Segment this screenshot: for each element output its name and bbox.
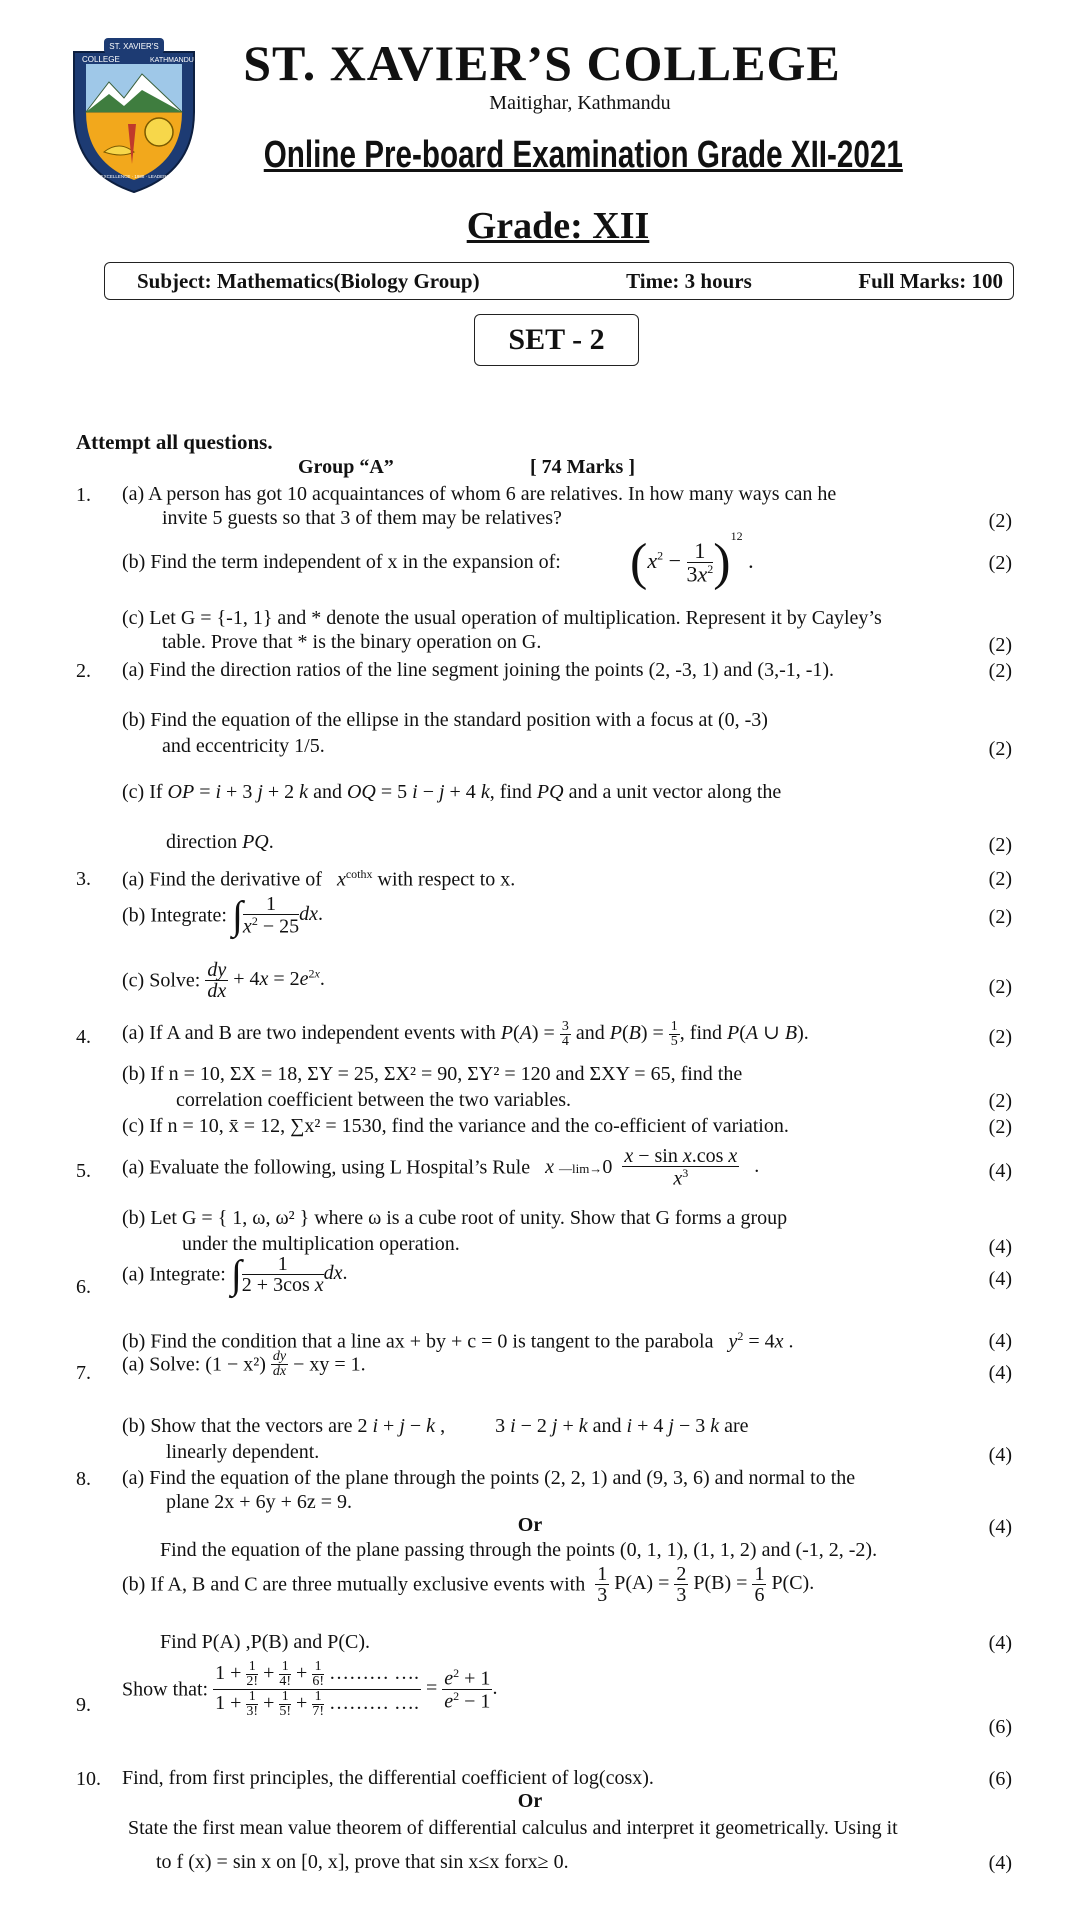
q2c-find: , find [489,781,532,803]
logo-top-text: ST. XAVIER'S [109,42,159,51]
question-number: 7. [76,1362,91,1384]
q3c-text: (c) Solve: [122,969,201,992]
group-marks: [ 74 Marks ] [530,456,635,478]
q7b-line2: linearly dependent. [166,1441,320,1463]
q5b-line2: under the multiplication operation. [182,1233,460,1255]
question-number: 2. [76,660,91,682]
q7b-are: are [724,1415,749,1437]
q8-or: Or [517,1514,543,1536]
q9-text: Show that: [122,1678,209,1701]
q5a-marks: (4) [988,1160,1012,1182]
college-name: ST. XAVIER’S COLLEGE [243,35,841,91]
q2c-direction: direction [166,831,238,853]
q3a-line: (a) Find the derivative of $x^{cothx}$ with respect to x. [122,867,516,891]
question-number: 4. [76,1026,91,1048]
q3b-text: (b) Integrate: [122,904,227,927]
question-number: 3. [76,868,91,890]
q6a-line: (a) Integrate: ∫ $\frac{1}{\text{2 + 3cos x}}$ dx. [122,1251,348,1297]
q2c-marks: (2) [988,834,1012,856]
q2b-line2: and eccentricity 1/5. [162,735,325,757]
q1c-marks: (2) [988,634,1012,656]
q3c-marks: (2) [988,976,1012,998]
q6b-text: (b) Find the condition that a line ax + by + c = 0 is tangent to the parabola [122,1330,714,1353]
set-badge: SET - 2 [474,314,639,366]
q5b-marks: (4) [988,1236,1012,1258]
q10-or: Or [517,1790,543,1812]
q8a-marks: (4) [988,1516,1012,1538]
q6a-marks: (4) [988,1268,1012,1290]
question-number: 9. [76,1694,91,1716]
q3a-marks: (2) [988,868,1012,890]
logo-left-text: COLLEGE [82,55,120,64]
q7b-line1: (b) Show that the vectors are 2 i + j − k , 3 i − 2 j + k and i + 4 j − 3 k are [122,1415,749,1437]
q8b-marks: (4) [988,1632,1012,1654]
q1c-line1: (c) Let G = {-1, 1} and * denote the usual operation of multiplication. Represent it by Cayley’s [122,607,882,629]
q5b-line1: (b) Let G = { 1, ω, ω² } where ω is a cube root of unity. Show that G forms a group [122,1207,788,1229]
question-number: 1. [76,484,91,506]
q2c-end: and a unit vector along the [568,781,782,803]
q3b-line: (b) Integrate: ∫ $\frac{1}{x^2 - 25}$ dx. [122,892,323,938]
q4a-prefix: (a) If A and B are two independent events with [122,1022,496,1045]
q6b-line: (b) Find the condition that a line ax + by + c = 0 is tangent to the parabola $y^2 = 4x$ . [122,1329,794,1353]
time-label: Time: 3 hours [626,268,752,293]
q5a-text: (a) Evaluate the following, using L Hospital’s Rule [122,1156,531,1179]
q9-marks: (6) [988,1716,1012,1738]
q2c-and: and [313,781,342,803]
q8a-alt: Find the equation of the plane passing through the points (0, 1, 1), (1, 1, 2) and (-1, 2, -2). [160,1539,878,1561]
q10-text: Find, from first principles, the differential coefficient of log(cosx). [122,1767,654,1789]
q4a-find: , find [679,1022,723,1045]
q1b-expression: ($x^2$ − $\frac{1}{3x^2}$ )$^{12}$ . [630,529,754,591]
q9-line: Show that: 1 + $\frac{1}{2!}$ + $\frac{1}{4!}$ + $\frac{1}{6!}$ ……… …. 1 + $\frac{1}{3!}$ + $\frac{1}{5!}$ + $\frac{1}{7!}$ ……… …. = $\frac{e^2 + 1}{e^2 - 1}$ . [122,1659,498,1719]
group-label: Group “A” [298,456,394,478]
q3c-line: (c) Solve: $\frac{dy}{dx}$ + $4x = 2e^{2x}$. [122,959,325,1002]
q1a-line2: invite 5 guests so that 3 of them may be relatives? [162,507,562,529]
q2a-text: (a) Find the direction ratios of the line segment joining the points (2, -3, 1) and (3,-1, -1). [122,659,835,681]
q10-alt-line2: to f (x) = sin x on [0, x], prove that sin x≤x forx≥ 0. [156,1851,569,1873]
q3b-marks: (2) [988,906,1012,928]
q10-alt-line1: State the first mean value theorem of differential calculus and interpret it geometrically. Using it [128,1817,898,1839]
q2b-line1: (b) Find the equation of the ellipse in the standard position with a focus at (0, -3) [122,709,768,731]
instructions: Attempt all questions. [76,430,273,454]
q1a-line1: (a) A person has got 10 acquaintances of whom 6 are relatives. In how many ways can he [122,483,837,505]
q7b-and: and [592,1415,622,1437]
q4c-marks: (2) [988,1116,1012,1138]
q4b-line1: (b) If n = 10, ΣX = 18, ΣY = 25, ΣX² = 90, ΣY² = 120 and ΣXY = 65, find the [122,1063,743,1085]
q7a-marks: (4) [988,1362,1012,1384]
q8a-line1: (a) Find the equation of the plane through the points (2, 2, 1) and (9, 3, 6) and normal to the [122,1467,856,1489]
q4b-line2: correlation coefficient between the two variables. [176,1089,572,1111]
exam-info-box [104,262,1014,300]
q6b-marks: (4) [988,1330,1012,1352]
q8b-prefix: (b) If A, B and C are three mutually exclusive events with [122,1573,586,1596]
q10-alt-marks: (4) [988,1852,1012,1874]
q6a-text: (a) Integrate: [122,1263,226,1286]
q4a-and: and [575,1022,605,1045]
full-marks-label: Full Marks: 100 [858,268,1003,293]
college-location: Maitighar, Kathmandu [489,92,671,114]
q3a-end: with respect to x. [377,868,516,891]
question-number: 10. [76,1768,101,1790]
logo-right-text: KATHMANDU [150,57,194,64]
exam-title: Online Pre-board Examination Grade XII-2021 [263,134,903,176]
q4a-line: (a) If A and B are two independent events with P(A) = $\frac{3}{4}$ and P(B) = $\frac{1}{5}$ , find P(A ∪ B). [122,1019,809,1049]
q7a-end: − xy = 1. [293,1353,366,1376]
q2c-line1: (c) If OP = i + 3 j + 2 k and OQ = 5 i − j + 4 k, find PQ and a unit vector along the [122,781,782,803]
q1a-marks: (2) [988,510,1012,532]
q8b-line1: (b) If A, B and C are three mutually exclusive events with $\frac{1}{3}$ P(A) = $\frac{2}{3}$ P(B) = $\frac{1}{6}$ P(C). [122,1563,815,1606]
q8a-line2: plane 2x + 6y + 6z = 9. [166,1491,353,1513]
q2c-prefix: (c) If [122,781,163,803]
question-number: 8. [76,1468,91,1490]
q10-marks: (6) [988,1768,1012,1790]
q2a-marks: (2) [988,660,1012,682]
q4a-marks: (2) [988,1026,1012,1048]
question-number: 6. [76,1276,91,1298]
q1c-line2: table. Prove that * is the binary operation on G. [162,631,542,653]
logo-bottom-text: TRADITION OF EXCELLENCE · 1988 · LEADERSHIP · SERVICE [67,174,201,179]
q1b-marks: (2) [988,552,1012,574]
q7a-line: (a) Solve: (1 − x²) $\frac{dy}{dx}$ − xy = 1. [122,1349,366,1379]
q1b-text: (b) Find the term independent of x in the expansion of: [122,551,561,573]
question-number: 5. [76,1160,91,1182]
q7a-text: (a) Solve: (1 − x²) [122,1353,266,1376]
q2b-marks: (2) [988,738,1012,760]
grade-heading: Grade: XII [466,205,650,247]
q3a-text: (a) Find the derivative of [122,868,322,891]
q4b-marks: (2) [988,1090,1012,1112]
subject-label: Subject: Mathematics(Biology Group) [137,268,480,293]
q7b-prefix: (b) Show that the vectors are [122,1415,353,1437]
q4c-text: (c) If n = 10, x̄ = 12, ∑x² = 1530, find the variance and the co-efficient of variation. [122,1115,789,1137]
q2c-line2: direction PQ. [166,831,274,853]
q8b-line2: Find P(A) ,P(B) and P(C). [160,1631,371,1653]
q7b-marks: (4) [988,1444,1012,1466]
q5a-line: (a) Evaluate the following, using L Hospital’s Rule x —lim→0 $\frac{\text{x − sin x.cos x}}{x^3}$ . [122,1145,760,1190]
